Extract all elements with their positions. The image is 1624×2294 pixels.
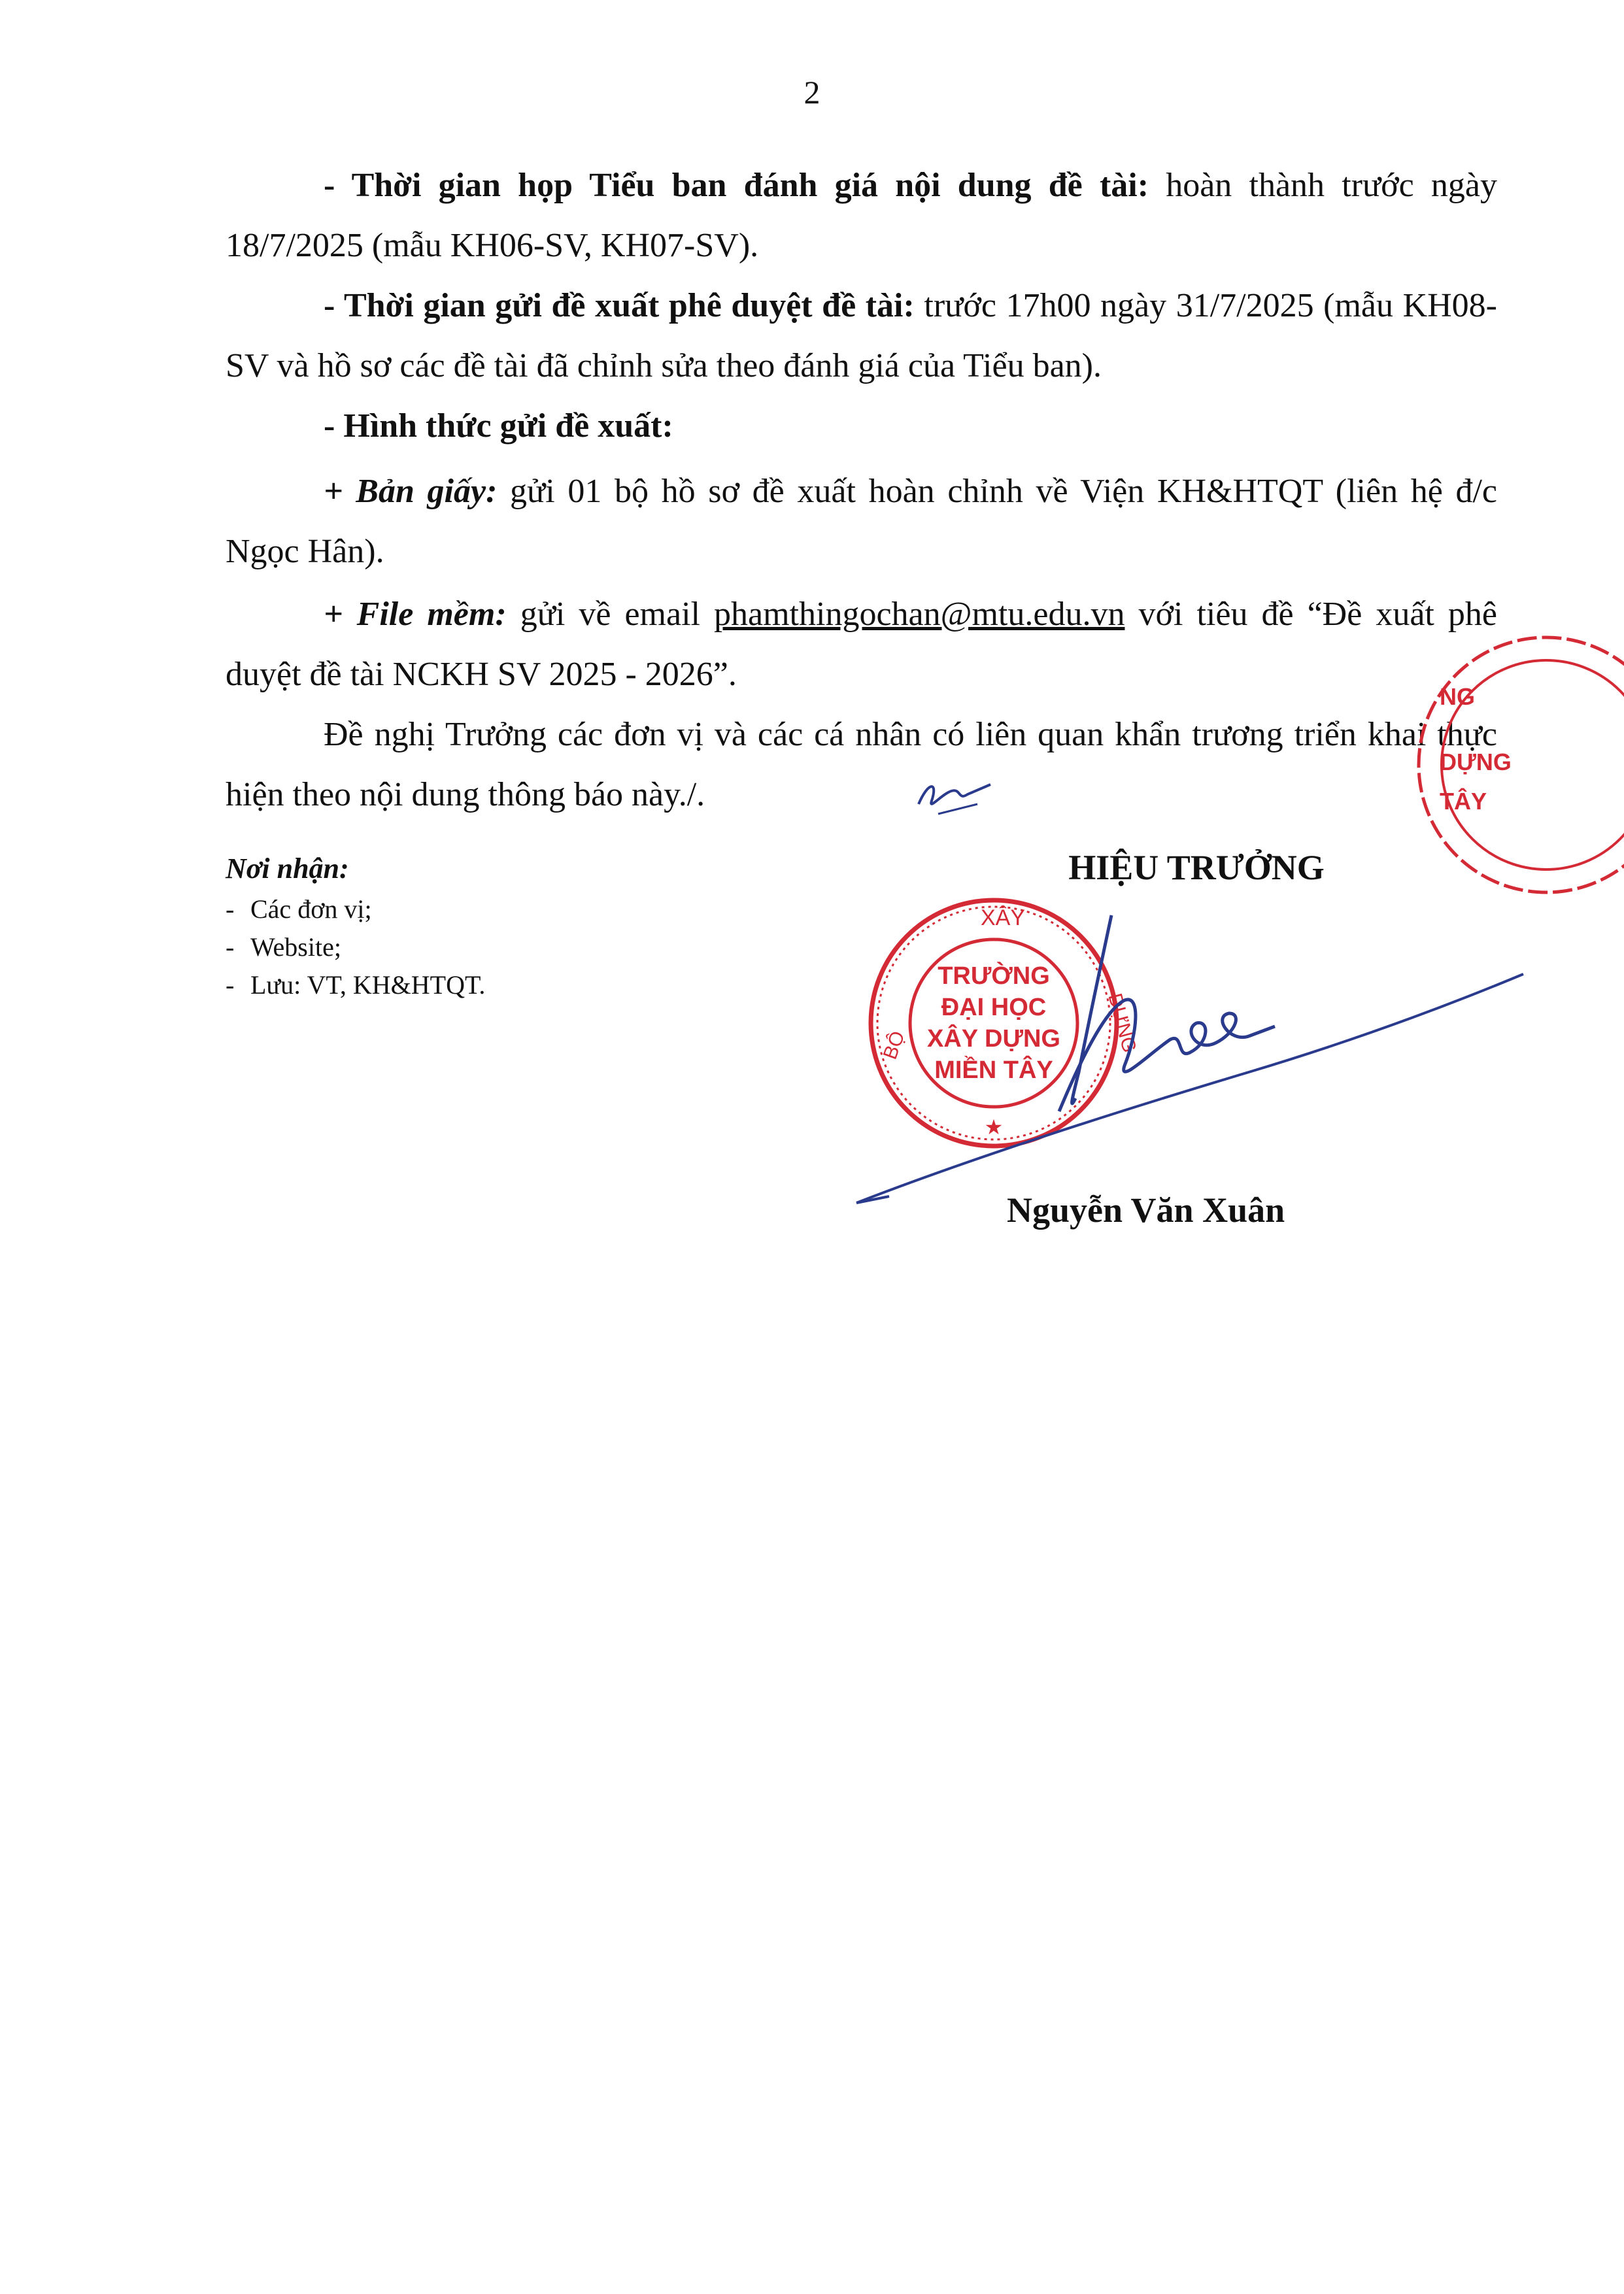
paper-copy-text: gửi 01 bộ hồ sơ đề xuất hoàn chỉnh về Viện KH&HTQT (liên hệ đ/c Ngọc Hân).: [226, 473, 1498, 570]
paragraph-soft-file: [226, 584, 1497, 705]
recipient-item: - Lưu: VT, KH&HTQT.: [226, 966, 485, 1004]
soft-file-label: + File mềm:: [324, 596, 507, 633]
meeting-time-label: - Thời gian họp Tiểu ban đánh giá nội dung đề tài:: [324, 167, 1149, 204]
initials-mark: [912, 768, 997, 820]
recipient-item: - Website;: [226, 928, 485, 966]
submission-time-label: - Thời gian gửi đề xuất phê duyệt đề tài:: [324, 287, 915, 324]
svg-text:NG: NG: [1440, 683, 1475, 710]
request-text: Đề nghị Trưởng các đơn vị và các cá nhân có liên quan khẩn trương triển khai thực hiện theo nội dung thông báo này./.: [226, 716, 1497, 813]
soft-file-text-after: với tiêu đề “Đề xuất phê duyệt đề tài NCKH SV 2025 - 2026”.: [226, 596, 1497, 693]
paragraph-submission-form: [226, 396, 1497, 456]
signer-name: Nguyễn Văn Xuân: [1007, 1190, 1285, 1230]
paragraph-meeting-time: [226, 156, 1497, 276]
submission-form-label: - Hình thức gửi đề xuất:: [324, 407, 673, 445]
soft-file-text-before: gửi về email: [506, 596, 715, 633]
svg-text:DỰNG: DỰNG: [1440, 749, 1512, 775]
seal-line-2: ĐẠI HỌC: [941, 994, 1047, 1021]
submission-time-text: trước 17h00 ngày 31/7/2025 (mẫu KH08-SV và hồ sơ các đề tài đã chỉnh sửa theo đánh giá của Tiểu ban).: [226, 287, 1498, 384]
svg-text:TÂY: TÂY: [1440, 788, 1487, 815]
paragraph-submission-time: [226, 276, 1497, 396]
email-link[interactable]: phamthingochan@mtu.edu.vn: [714, 596, 1125, 633]
seal-line-3: XÂY DỰNG: [927, 1025, 1060, 1053]
seal-left-text: BỘ: [879, 1028, 909, 1062]
paragraph-paper-copy: [226, 462, 1497, 582]
paper-copy-label: + Bản giấy:: [324, 473, 498, 510]
seal-right-text: DỰNG: [1104, 991, 1141, 1055]
paragraph-request: [226, 705, 1497, 825]
page-number: 2: [804, 74, 820, 110]
signature: [843, 902, 1530, 1216]
recipients-block: [226, 850, 485, 1004]
seal-line-1: TRƯỜNG: [938, 962, 1050, 990]
seal-top-text: XÂY: [981, 905, 1026, 930]
signer-title: HIỆU TRƯỞNG: [1068, 848, 1325, 887]
recipients-title: Nơi nhận:: [226, 852, 349, 885]
meeting-time-text: hoàn thành trước ngày 18/7/2025 (mẫu KH06-SV, KH07-SV).: [226, 167, 1498, 264]
recipients-list: [226, 890, 485, 1004]
recipient-item: - Các đơn vị;: [226, 890, 485, 928]
seal-line-4: MIỀN TÂY: [934, 1056, 1053, 1084]
seal-star-icon: ★: [984, 1115, 1004, 1139]
